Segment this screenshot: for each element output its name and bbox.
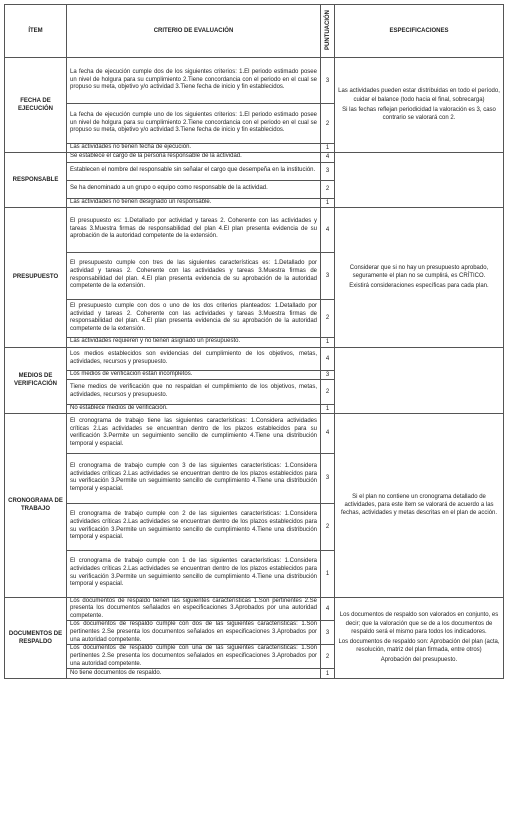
criterio-text: El presupuesto cumple con tres de las siguientes características es: 1.Detallado por actividad y tareas 2. Coherente con las actividades y tareas 3.Muestra firmas de responsabilidad del plan. 4.El plan presenta evidencia de su aprobación de la autoridad competente de la extensión. [67,252,321,299]
item-name: MEDIOS DE VERIFICACIÓN [5,347,67,413]
puntuacion-value: 4 [321,152,335,162]
criterio-text: El cronograma de trabajo cumple con 3 de las siguientes características: 1.Considera actividades críticas 2.Las actividades se encuentran dentro de los plazos establecidos para su verificación 3.Permite un seguimiento sencillo de cumplimiento 4.Tiene una distribución temporal y espacial. [67,453,321,503]
criterio-text: Se ha denominado a un grupo o equipo como responsable de la actividad. [67,180,321,198]
puntuacion-value: 3 [321,370,335,379]
puntuacion-value: 3 [321,58,335,104]
especificacion-paragraph: Las actividades pueden estar distribuidas en todo el período, cuidar el balance (todo hacia el final, sobrecarga) [338,88,500,103]
criterio-text: El presupuesto es: 1.Detallado por actividad y tareas 2. Coherente con las actividades y tareas 3.Muestra firmas de responsabilidad del plan 4.El plan presenta evidencia de su aprobación de la autoridad competente de la extensión. [67,207,321,252]
criteria-row [5,207,504,252]
puntuacion-value: 1 [321,144,335,153]
puntuacion-value: 2 [321,503,335,550]
especificacion-paragraph: Si el plan no contiene un cronograma detallado de actividades, para este ítem se valorará de acuerdo a las fechas, actividades y metas descritas en el plan de acción. [340,493,498,517]
evaluation-rubric-table [4,4,504,679]
especificaciones-cell [335,413,504,597]
especificacion-paragraph: Los documentos de respaldo son valorados en conjunto, es decir; que la valoración que se de a los documentos de respaldo será el mismo para todos los indicadores. [339,612,499,635]
criteria-row [5,413,504,453]
criteria-row [5,58,504,104]
criterio-text: Establecen el nombre del responsable sin señalar el cargo que desempeña en la institución. [67,162,321,180]
criterio-text: Tiene medios de verificación que no respaldan el cumplimiento de los objetivos, metas, actividades, recursos y presupuesto. [67,379,321,404]
especificaciones-cell [335,58,504,153]
header-puntuacion-label: PUNTUACIÓN [324,10,331,50]
puntuacion-value: 3 [321,252,335,299]
especificaciones-cell [335,152,504,207]
criteria-row [5,152,504,162]
item-name: DOCUMENTOS DE RESPALDO [5,597,67,679]
criterio-text: No tiene documentos de respaldo. [67,669,321,679]
especificacion-paragraph: Existirá consideraciones específicas para cada plan. [349,283,489,290]
puntuacion-value: 4 [321,347,335,370]
especificacion-paragraph: Los documentos de respaldo son: Aprobación del plan (acta, resolución, matriz del plan firmada, entre otros) [338,638,500,654]
puntuacion-value: 2 [321,379,335,404]
puntuacion-value: 3 [321,453,335,503]
criterio-text: El cronograma de trabajo tiene las siguientes características: 1.Considera actividades críticas 2.Las actividades se encuentran dentro de los plazos establecidos para su verificación 3.Permite un seguimiento sencillo de cumplimiento 4.Tiene una distribución temporal y espacial. [67,413,321,453]
header-especificaciones: ESPECIFICACIONES [335,5,504,58]
header-puntuacion [321,5,335,58]
puntuacion-value: 3 [321,162,335,180]
rubric-page [4,4,503,679]
criterio-text: Los documentos de respaldo cumple con dos de las siguientes características: 1.Son pertinentes 2.Se presenta los documentos señalados en especificaciones 3.Aprobados por una autoridad competente. [67,621,321,645]
criteria-row [5,347,504,370]
puntuacion-value: 4 [321,413,335,453]
item-name: RESPONSABLE [5,152,67,207]
criterio-text: La fecha de ejecución cumple uno de los siguientes criterios: 1.El periodo estimado posee un nivel de holgura para su cumplimiento 2.Tiene concordancia con el periodo en el cual se propuso su meta, objetivo y/o actividad 3.Tiene fecha de inicio y fin establecidos. [67,104,321,144]
criterio-text: Los documentos de respaldo cumple con una de las siguientes características: 1.Son pertinentes 2.Se presenta los documentos señalados en especificaciones 3.Aprobados por una autoridad competente. [67,645,321,669]
puntuacion-value: 4 [321,207,335,252]
puntuacion-value: 1 [321,198,335,207]
criterio-text: Se establece el cargo de la persona responsable de la actividad. [67,152,321,162]
criterio-text: La fecha de ejecución cumple dos de los siguientes criterios: 1.El periodo estimado posee un nivel de holgura para su cumplimiento 2.Tiene concordancia con el periodo en el cual se propuso su meta, objetivo y/o actividad 3.Tiene fecha de inicio y fin establecidos. [67,58,321,104]
criterio-text: Las actividades no tienen fecha de ejecución. [67,144,321,153]
puntuacion-value: 3 [321,621,335,645]
puntuacion-value: 1 [321,669,335,679]
puntuacion-value: 2 [321,104,335,144]
criterio-text: Las actividades no tienen designado un responsable. [67,198,321,207]
header-criterio: CRITERIO DE EVALUACIÓN [67,5,321,58]
especificacion-paragraph: Considerar que si no hay un presupuesto aprobado, seguramente el plan no se cumplirá, es CRÍTICO. [349,264,489,279]
criterio-text: El presupuesto cumple con dos o uno de los dos criterios planteados: 1.Detallado por actividad y tareas 2. Coherente con las actividades y tareas 3.Muestra firmas de responsabilidad del plan. 4.El plan presenta evidencia de su aprobación de la autoridad competente de la extensión. [67,299,321,337]
item-name: PRESUPUESTO [5,207,67,347]
item-name: CRONOGRAMA DE TRABAJO [5,413,67,597]
criterio-text: Los documentos de respaldo tienen las siguientes características 1.Son pertinentes 2.Se presenta los documentos señalados en especificaciones 3.Aprobados por una autoridad competente. [67,597,321,621]
rubric-body [5,58,504,679]
criterio-text: El cronograma de trabajo cumple con 1 de las siguientes características: 1.Considera actividades críticas 2.Las actividades se encuentran dentro de los plazos establecidos para su verificación 3.Permite un seguimiento sencillo de cumplimiento 4.Tiene una distribución temporal y espacial. [67,550,321,597]
criteria-row [5,597,504,621]
criterio-text: Los medios de verificación están incompletos. [67,370,321,379]
especificaciones-cell [335,597,504,679]
especificaciones-cell [335,207,504,347]
header-row [5,5,504,58]
especificaciones-cell [335,347,504,413]
puntuacion-value: 1 [321,404,335,413]
puntuacion-value: 4 [321,597,335,621]
puntuacion-value: 1 [321,550,335,597]
item-name: FECHA DE EJECUCIÓN [5,58,67,153]
especificacion-paragraph: Aprobación del presupuesto. [380,657,458,664]
criterio-text: El cronograma de trabajo cumple con 2 de las siguientes características: 1.Considera actividades críticas 2.Las actividades se encuentran dentro de los plazos establecidos para su verificación 3.Permite un seguimiento sencillo de cumplimiento 4.Tiene una distribución temporal y espacial. [67,503,321,550]
especificacion-paragraph: Si las fechas reflejan periodicidad la valoración es 3, caso contrario se valorará con 2. [342,106,496,121]
criterio-text: Las actividades requieren y no tienen asignado un presupuesto. [67,337,321,347]
puntuacion-value: 2 [321,645,335,669]
criterio-text: Los medios establecidos son evidencias del cumplimiento de los objetivos, metas, actividades, recursos y presupuesto. [67,347,321,370]
puntuacion-value: 2 [321,299,335,337]
criterio-text: No establece medios de verificación. [67,404,321,413]
puntuacion-value: 1 [321,337,335,347]
header-item: ÍTEM [5,5,67,58]
puntuacion-value: 2 [321,180,335,198]
